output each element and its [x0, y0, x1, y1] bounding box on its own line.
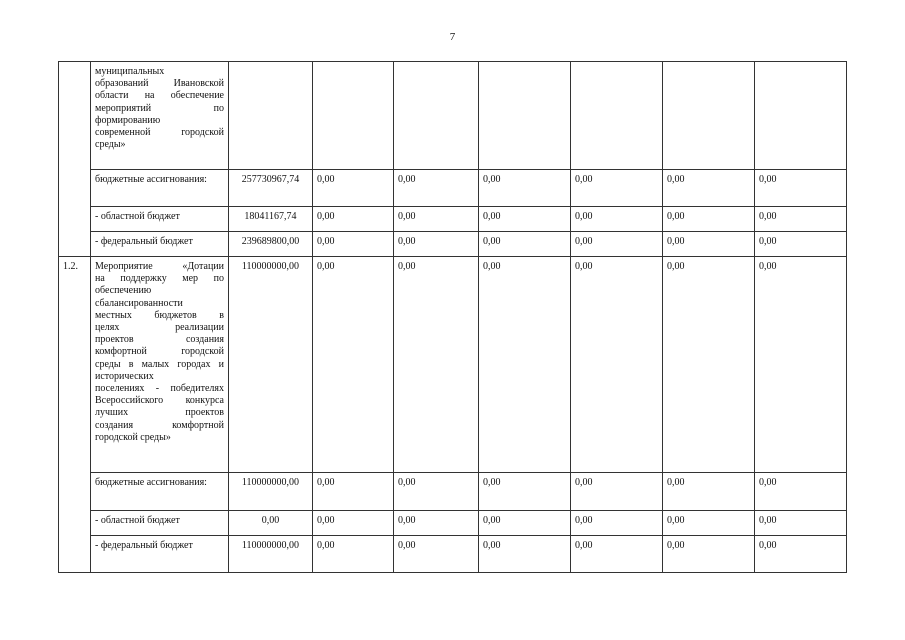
value-cell: 0,00 [571, 257, 663, 473]
value-cell: 0,00 [313, 232, 394, 257]
description-line: области на обеспечение [95, 90, 224, 102]
description-line: Мероприятие «Дотации [95, 261, 224, 272]
description-line: среды» [95, 139, 126, 151]
value-cell: 0,00 [394, 257, 479, 473]
row-label: - федеральный бюджет [91, 536, 229, 573]
value-cell: 0,00 [394, 473, 479, 511]
value-cell: 0,00 [394, 207, 479, 232]
value-cell: 0,00 [663, 473, 755, 511]
value-cell [571, 62, 663, 170]
description-line: исторических [95, 370, 154, 382]
value-cell: 0,00 [313, 511, 394, 536]
value-cell: 0,00 [663, 511, 755, 536]
table-row [59, 207, 847, 232]
value-cell: 0,00 [663, 207, 755, 232]
index-cell [59, 62, 91, 257]
value-cell: 0,00 [663, 232, 755, 257]
table-row [59, 170, 847, 207]
budget-table [58, 61, 847, 573]
value-cell [479, 62, 571, 170]
table-row [59, 62, 847, 170]
value-cell [755, 62, 847, 170]
table-row [59, 473, 847, 511]
value-cell: 0,00 [571, 170, 663, 207]
value-cell: 0,00 [755, 257, 847, 473]
value-cell: 0,00 [394, 170, 479, 207]
value-cell: 0,00 [755, 511, 847, 536]
value-cell: 0,00 [755, 207, 847, 232]
value-cell: 0,00 [571, 473, 663, 511]
row-label: бюджетные ассигнования: [91, 473, 229, 511]
amount-cell: 110000000,00 [229, 536, 313, 573]
value-cell: 0,00 [571, 207, 663, 232]
value-cell: 0,00 [755, 473, 847, 511]
value-cell: 0,00 [663, 257, 755, 473]
value-cell: 0,00 [313, 207, 394, 232]
table-row [59, 511, 847, 536]
description-line: на поддержку мер по [95, 273, 224, 285]
row-label: - областной бюджет [91, 207, 229, 232]
value-cell: 0,00 [479, 257, 571, 473]
table-row [59, 232, 847, 257]
value-cell: 0,00 [479, 536, 571, 573]
description-line: сбалансированности [95, 297, 183, 309]
description-line: комфортной городской [95, 346, 224, 358]
description-line: среды в малых городах и [95, 358, 224, 370]
value-cell: 0,00 [479, 511, 571, 536]
value-cell: 0,00 [571, 536, 663, 573]
value-cell: 0,00 [663, 536, 755, 573]
description-line: современной городской [95, 127, 224, 139]
amount-cell [229, 62, 313, 170]
value-cell: 0,00 [663, 170, 755, 207]
amount-cell: 110000000,00 [229, 473, 313, 511]
value-cell [394, 62, 479, 170]
description-line: городской среды» [95, 431, 171, 443]
table-row [59, 257, 847, 473]
amount-cell: 110000000,00 [229, 257, 313, 473]
description-line: мероприятий по [95, 102, 224, 114]
amount-cell: 257730967,74 [229, 170, 313, 207]
description-line: проектов создания [95, 334, 224, 346]
index-cell: 1.2. [59, 257, 91, 573]
value-cell: 0,00 [313, 257, 394, 473]
description-line: целях реализации [95, 322, 224, 334]
amount-cell: 239689800,00 [229, 232, 313, 257]
value-cell: 0,00 [755, 170, 847, 207]
value-cell: 0,00 [479, 170, 571, 207]
description-line: поселениях - победителях [95, 383, 224, 395]
row-label: бюджетные ассигнования: [91, 170, 229, 207]
description-line: местных бюджетов в [95, 309, 224, 321]
description-line: обеспечению [95, 285, 152, 297]
value-cell: 0,00 [394, 536, 479, 573]
value-cell: 0,00 [479, 232, 571, 257]
value-cell: 0,00 [394, 511, 479, 536]
description-cell [91, 257, 229, 473]
description-line: создания комфортной [95, 419, 224, 431]
value-cell: 0,00 [313, 170, 394, 207]
value-cell [313, 62, 394, 170]
value-cell: 0,00 [479, 473, 571, 511]
description-line: муниципальных [95, 66, 165, 77]
amount-cell: 0,00 [229, 511, 313, 536]
description-line: Всероссийского конкурса [95, 395, 224, 407]
description-line: формированию [95, 114, 161, 126]
value-cell: 0,00 [571, 511, 663, 536]
value-cell: 0,00 [479, 207, 571, 232]
value-cell: 0,00 [755, 536, 847, 573]
value-cell [663, 62, 755, 170]
value-cell: 0,00 [313, 536, 394, 573]
amount-cell: 18041167,74 [229, 207, 313, 232]
value-cell: 0,00 [394, 232, 479, 257]
value-cell: 0,00 [571, 232, 663, 257]
table-row [59, 536, 847, 573]
description-line: лучших проектов [95, 407, 224, 419]
row-label: - федеральный бюджет [91, 232, 229, 257]
description-line: образований Ивановской [95, 78, 224, 90]
page-number: 7 [449, 31, 456, 43]
value-cell: 0,00 [755, 232, 847, 257]
row-label: - областной бюджет [91, 511, 229, 536]
value-cell: 0,00 [313, 473, 394, 511]
description-cell [91, 62, 229, 170]
